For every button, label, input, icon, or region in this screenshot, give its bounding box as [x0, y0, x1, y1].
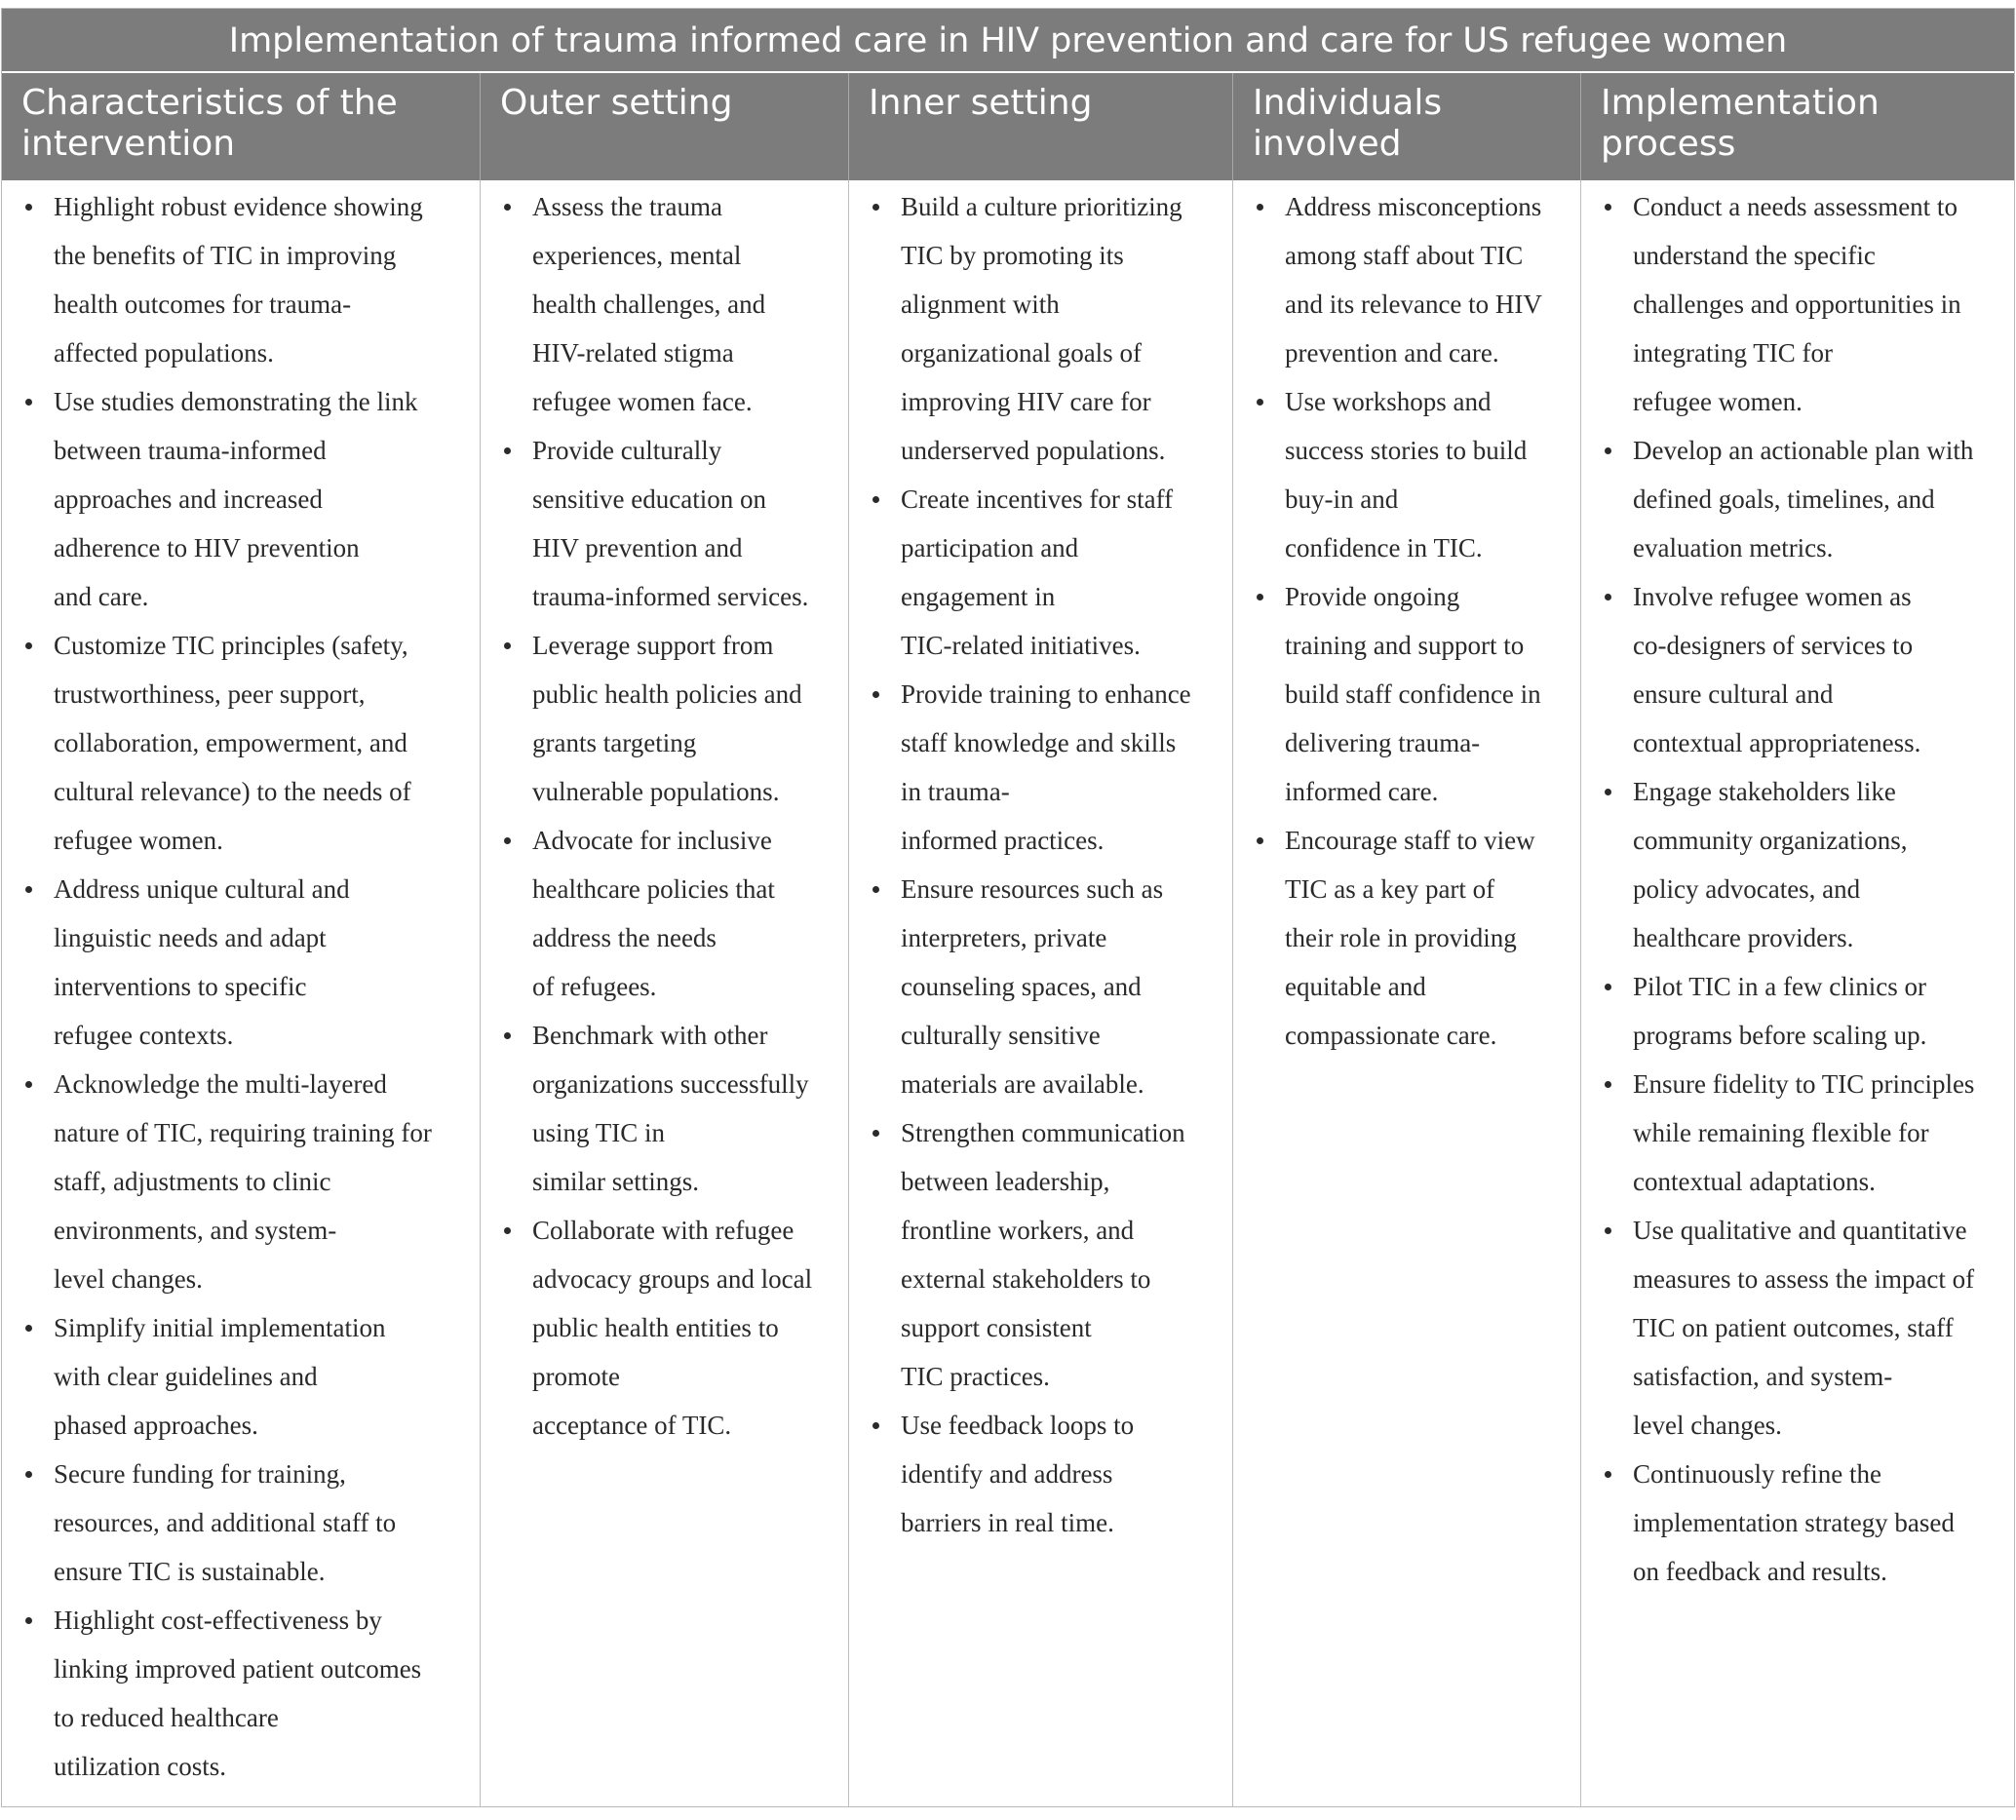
bullet-list: [481, 182, 848, 1450]
list-item: Conduct a needs assessment to understand the specific challenges and opportunities in integrating TIC for refugee women.: [1581, 182, 2014, 426]
list-item: Use workshops and success stories to build buy-in and confidence in TIC.: [1233, 377, 1580, 572]
bullet-list: [849, 182, 1232, 1547]
list-item: Provide culturally sensitive education on HIV prevention and trauma-informed services.: [481, 426, 848, 621]
list-item: Address misconceptions among staff about TIC and its relevance to HIV prevention and care.: [1233, 182, 1580, 377]
list-item: Engage stakeholders like community organizations, policy advocates, and healthcare providers.: [1581, 767, 2014, 962]
header-individuals: Individuals involved: [1232, 73, 1580, 180]
list-item: Advocate for inclusive healthcare policies that address the needs of refugees.: [481, 816, 848, 1011]
list-item: Ensure fidelity to TIC principles while remaining flexible for contextual adaptations.: [1581, 1060, 2014, 1206]
list-item: Acknowledge the multi-layered nature of TIC, requiring training for staff, adjustments to clinic environments, and system- level changes.: [2, 1060, 480, 1303]
list-item: Develop an actionable plan with defined goals, timelines, and evaluation metrics.: [1581, 426, 2014, 572]
list-item: Build a culture prioritizing TIC by promoting its alignment with organizational goals of improving HIV care for underserved populations.: [849, 182, 1232, 475]
list-item: Ensure resources such as interpreters, private counseling spaces, and culturally sensitive materials are available.: [849, 865, 1232, 1108]
bullet-list: [1233, 182, 1580, 1060]
list-item: Provide ongoing training and support to build staff confidence in delivering trauma- informed care.: [1233, 572, 1580, 816]
list-item: Address unique cultural and linguistic needs and adapt interventions to specific refugee contexts.: [2, 865, 480, 1060]
header-characteristics: Characteristics of the intervention: [21, 83, 398, 164]
list-item: Provide training to enhance staff knowledge and skills in trauma- informed practices.: [849, 670, 1232, 865]
list-item: Use feedback loops to identify and address barriers in real time.: [849, 1401, 1232, 1547]
list-item: Secure funding for training, resources, and additional staff to ensure TIC is sustainable.: [2, 1450, 480, 1596]
bullet-list: [2, 182, 480, 1791]
header-outer-setting: Outer setting: [480, 73, 848, 180]
column-process: [1580, 180, 2014, 1806]
bullet-list: [1581, 182, 2014, 1596]
list-item: Use studies demonstrating the link between trauma-informed approaches and increased adherence to HIV prevention and care.: [2, 377, 480, 621]
list-item: Simplify initial implementation with clear guidelines and phased approaches.: [2, 1303, 480, 1450]
list-item: Assess the trauma experiences, mental health challenges, and HIV-related stigma refugee women face.: [481, 182, 848, 426]
list-item: Customize TIC principles (safety, trustworthiness, peer support, collaboration, empowerment, and cultural relevance) to the needs of refugee women.: [2, 621, 480, 865]
column-characteristics: [2, 180, 480, 1806]
list-item: Benchmark with other organizations successfully using TIC in similar settings.: [481, 1011, 848, 1206]
list-item: Encourage staff to view TIC as a key part of their role in providing equitable and compassionate care.: [1233, 816, 1580, 1060]
list-item: Collaborate with refugee advocacy groups and local public health entities to promote acceptance of TIC.: [481, 1206, 848, 1450]
body-row: [2, 180, 2014, 1806]
header-row: [2, 73, 2014, 180]
table-title: Implementation of trauma informed care in HIV prevention and care for US refugee women: [2, 9, 2014, 73]
column-individuals: [1232, 180, 1580, 1806]
list-item: Strengthen communication between leadership, frontline workers, and external stakeholders to support consistent TIC practices.: [849, 1108, 1232, 1401]
list-item: Use qualitative and quantitative measures to assess the impact of TIC on patient outcomes, staff satisfaction, and system- level changes.: [1581, 1206, 2014, 1450]
list-item: Create incentives for staff participation and engagement in TIC-related initiatives.: [849, 475, 1232, 670]
header-inner-setting: Inner setting: [848, 73, 1232, 180]
cfir-table: [1, 8, 2015, 1807]
list-item: Leverage support from public health policies and grants targeting vulnerable populations.: [481, 621, 848, 816]
column-outer-setting: [480, 180, 848, 1806]
header-process: Implementation process: [1580, 73, 2014, 180]
list-item: Involve refugee women as co-designers of services to ensure cultural and contextual appropriateness.: [1581, 572, 2014, 767]
list-item: Highlight cost-effectiveness by linking improved patient outcomes to reduced healthcare utilization costs.: [2, 1596, 480, 1791]
list-item: Pilot TIC in a few clinics or programs before scaling up.: [1581, 962, 2014, 1060]
list-item: Highlight robust evidence showing the benefits of TIC in improving health outcomes for trauma- affected populations.: [2, 182, 480, 377]
column-inner-setting: [848, 180, 1232, 1806]
list-item: Continuously refine the implementation strategy based on feedback and results.: [1581, 1450, 2014, 1596]
